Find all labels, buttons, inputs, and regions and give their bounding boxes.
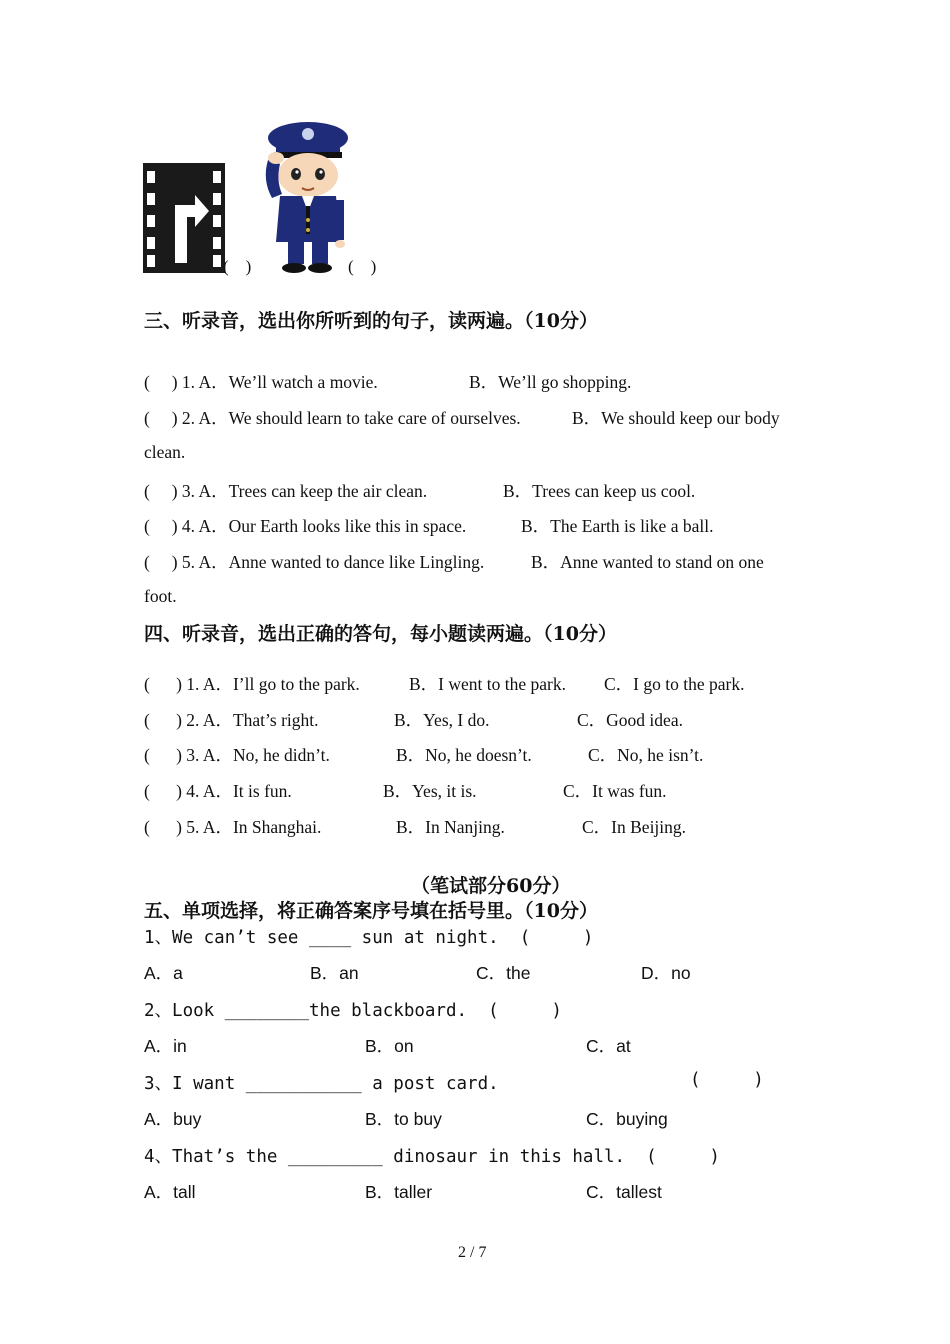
s5-q4-option-a: A．tall	[144, 1182, 196, 1202]
s5-q2-option-c: C．at	[586, 1036, 631, 1056]
s3-q5-a: ( ) 5. A．Anne wanted to dance like Lingling.	[144, 552, 485, 572]
s5-q1-text: 1、We can’t see ____ sun at night. ( )	[144, 928, 594, 948]
s3-q4-b: B．The Earth is like a ball.	[521, 516, 714, 536]
s4-q5-a: ( ) 5. A．In Shanghai.	[144, 817, 322, 837]
s5-q1-option-b: B．an	[310, 963, 359, 983]
section4-heading: 四、听录音，选出正确的答句，每小题读两遍。（10分）	[144, 623, 617, 645]
s4-q3-a: ( ) 3. A．No, he didn’t.	[144, 745, 330, 765]
s3-q2-cont: clean.	[144, 442, 186, 462]
s4-q1-a: ( ) 1. A．I’ll go to the park.	[144, 674, 360, 694]
s5-q4-option-c: C．tallest	[586, 1182, 662, 1202]
s5-q1-option-a: A．a	[144, 963, 183, 983]
s4-q3-c: C．No, he isn’t.	[588, 745, 704, 765]
s3-q5-b: B．Anne wanted to stand on one	[531, 552, 764, 572]
s4-q5-b: B．In Nanjing.	[396, 817, 505, 837]
police-officer-icon	[258, 120, 350, 275]
s5-q2-option-b: B．on	[365, 1036, 414, 1056]
s4-q3-b: B．No, he doesn’t.	[396, 745, 532, 765]
s5-q4-text: 4、That’s the _________ dinosaur in this hall. ( )	[144, 1147, 720, 1167]
s3-q5-cont: foot.	[144, 586, 177, 606]
section5-heading: 五、单项选择，将正确答案序号填在括号里。（10分）	[144, 900, 598, 922]
s4-q1-b: B．I went to the park.	[409, 674, 566, 694]
s3-q3-b: B．Trees can keep us cool.	[503, 481, 696, 501]
s3-q1-b: B．We’ll go shopping.	[469, 372, 632, 392]
s4-q5-c: C．In Beijing.	[582, 817, 687, 837]
s5-q2-text: 2、Look ________the blackboard. ( )	[144, 1001, 562, 1021]
s5-q1-option-c: C．the	[476, 963, 531, 983]
s5-q3-text: 3、I want ___________ a post card.	[144, 1074, 499, 1094]
s4-q2-b: B．Yes, I do.	[394, 710, 490, 730]
s5-q3-paren[interactable]: ( )	[690, 1070, 764, 1090]
s3-q2-b: B．We should keep our body	[572, 408, 780, 428]
page-number: 2 / 7	[458, 1244, 487, 1261]
s5-q3-option-a: A．buy	[144, 1109, 202, 1129]
s3-q2-a: ( ) 2. A．We should learn to take care of ourselves.	[144, 408, 521, 428]
s5-q4-option-b: B．taller	[365, 1182, 433, 1202]
s5-q1-option-d: D．no	[641, 963, 691, 983]
s5-q2-option-a: A．in	[144, 1036, 187, 1056]
section3-heading: 三、听录音，选出你所听到的句子，读两遍。（10分）	[144, 310, 598, 332]
s5-q3-option-b: B．to buy	[365, 1109, 442, 1129]
s4-q2-a: ( ) 2. A．That’s right.	[144, 710, 319, 730]
s4-q4-a: ( ) 4. A．It is fun.	[144, 781, 292, 801]
s4-q4-c: C．It was fun.	[563, 781, 667, 801]
s4-q1-c: C．I go to the park.	[604, 674, 745, 694]
written-part-title: （笔试部分60分）	[411, 875, 571, 897]
officer-answer-paren[interactable]: ( )	[348, 257, 377, 276]
s3-q3-a: ( ) 3. A．Trees can keep the air clean.	[144, 481, 428, 501]
s4-q2-c: C．Good idea.	[577, 710, 683, 730]
s5-q3-option-c: C．buying	[586, 1109, 668, 1129]
s3-q1-a: ( ) 1. A．We’ll watch a movie.	[144, 372, 378, 392]
sign-answer-paren[interactable]: ( )	[223, 257, 252, 276]
turn-right-sign-icon	[143, 163, 225, 273]
s3-q4-a: ( ) 4. A．Our Earth looks like this in space.	[144, 516, 467, 536]
s4-q4-b: B．Yes, it is.	[383, 781, 477, 801]
